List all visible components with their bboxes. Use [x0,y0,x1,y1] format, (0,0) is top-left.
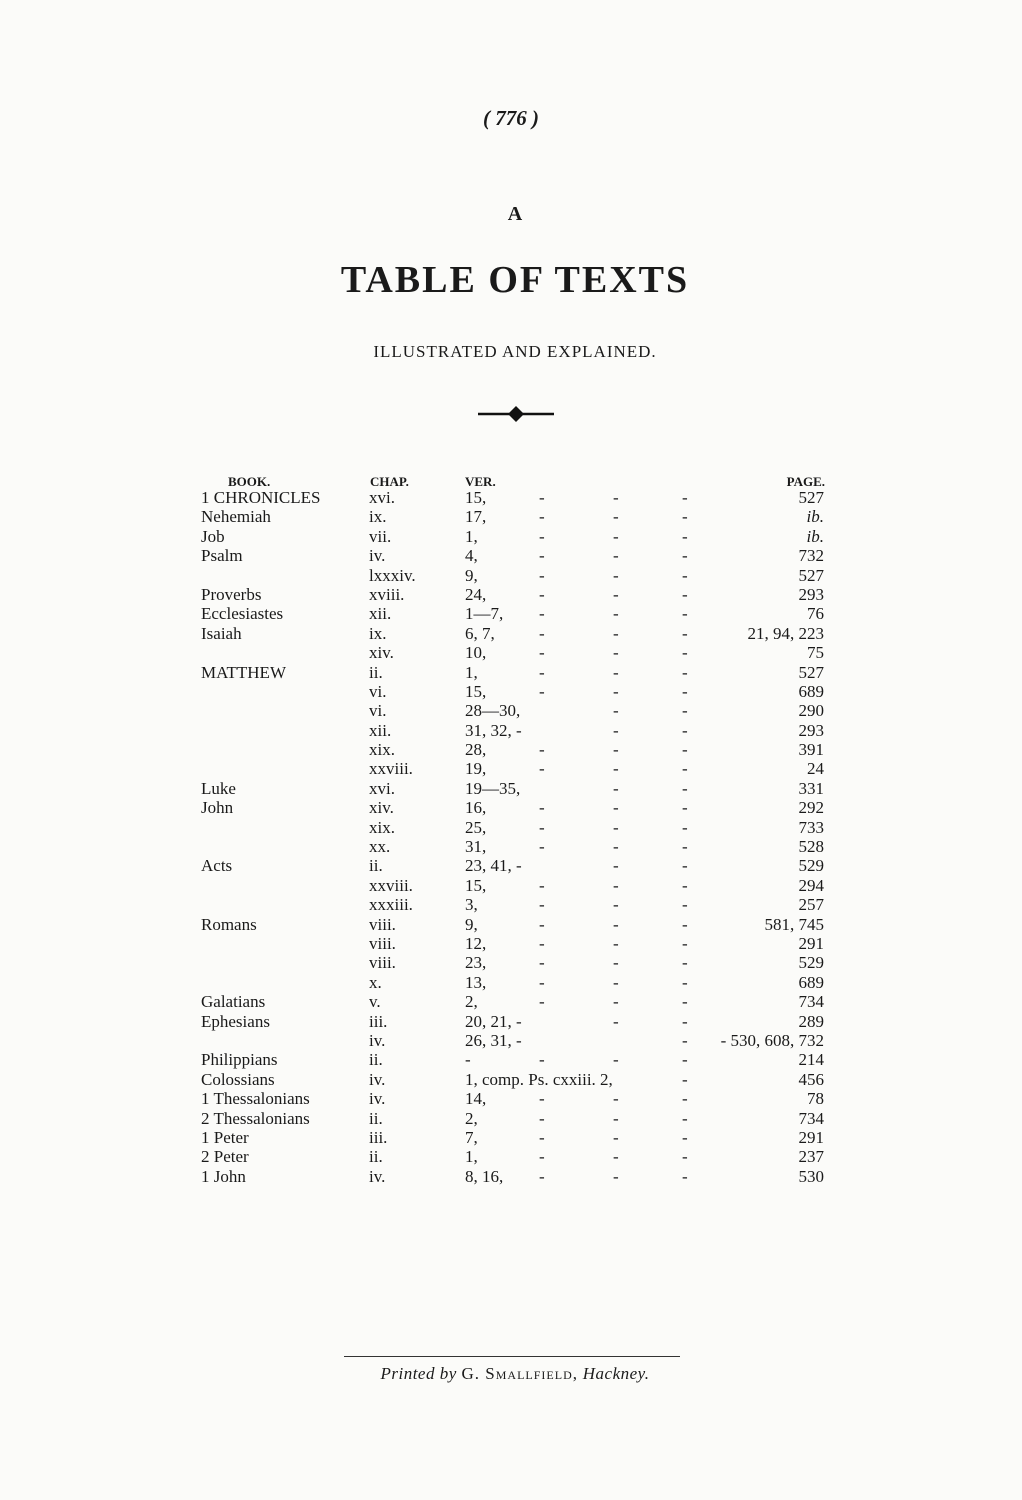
leader-dash: - [682,972,688,992]
leader-dash: - [539,1089,545,1109]
leader-dash: - [613,546,619,566]
page-cell: 291 [798,1127,824,1147]
leader-dash: - [682,565,688,585]
leader-dash: - [682,526,688,546]
verse-cell: 6, 7, [465,623,495,643]
book-cell: Luke [201,778,236,798]
page-cell: 76 [807,604,824,624]
leader-dash: - [682,643,688,663]
chapter-cell: ii. [369,856,383,876]
chapter-cell: ii. [369,1050,383,1070]
table-row [0,895,1022,914]
table-row [0,934,1022,953]
table-row [0,856,1022,875]
chapter-cell: iv. [369,546,386,566]
book-cell: 2 Peter [201,1147,249,1167]
page-cell: 289 [798,1011,824,1031]
leader-dash: - [539,681,545,701]
verse-cell: 28—30, [465,701,521,721]
chapter-cell: iv. [369,1089,386,1109]
verse-cell: 8, 16, [465,1166,504,1186]
footer-printed-by: Printed by [380,1364,457,1383]
book-cell: 1 CHRONICLES [201,488,321,507]
leader-dash: - [682,1147,688,1167]
footer-printer: G. Smallfield, [461,1364,578,1383]
table-row [0,566,1022,585]
leader-dash: - [613,565,619,585]
page-cell: 529 [798,953,824,973]
page-cell: 689 [798,681,824,701]
leader-dash: - [539,507,545,527]
book-cell: Acts [201,856,233,876]
leader-dash: - [613,953,619,973]
book-cell: 2 Thessalonians [201,1108,310,1128]
page-number: ( 776 ) [483,106,539,130]
column-header-page: PAGE. [786,474,825,489]
page-cell: 734 [798,1108,824,1128]
verse-cell: 14, [465,1089,487,1109]
leader-dash: - [682,1108,688,1128]
table-row [0,546,1022,565]
table-row [0,527,1022,546]
page-cell: 527 [798,488,824,507]
leader-dash: - [613,972,619,992]
verse-cell: 3, [465,895,478,915]
verse-cell: 10, [465,643,487,663]
leader-dash: - [539,740,545,760]
leader-dash: - [539,643,545,663]
leader-dash: - [682,1050,688,1070]
leader-dash: - [682,507,688,527]
leader-dash: - [682,720,688,740]
chapter-cell: vi. [369,701,387,721]
table-row [0,721,1022,740]
leader-dash: - [539,565,545,585]
leader-dash: - [539,1127,545,1147]
verse-cell: 15, [465,681,487,701]
verse-cell: 1—7, [465,604,504,624]
leader-dash: - [682,701,688,721]
page-cell: ib. [806,526,824,546]
page-cell: 78 [807,1089,824,1109]
page-cell: 24 [807,759,824,779]
chapter-cell: xvi. [369,488,395,507]
table-row [0,1109,1022,1128]
book-cell: Nehemiah [201,507,271,527]
chapter-cell: xiv. [369,643,394,663]
table-row [0,1128,1022,1147]
book-cell: MATTHEW [201,662,286,682]
chapter-cell: xiv. [369,798,394,818]
chapter-cell: iv. [369,1166,386,1186]
leader-dash: - [613,1108,619,1128]
leader-dash: - [539,798,545,818]
page-cell: 292 [798,798,824,818]
table-row [0,1167,1022,1186]
verse-cell: 2, [465,1108,478,1128]
table-row [0,1012,1022,1031]
verse-cell: 23, [465,953,487,973]
page-cell: 732 [798,546,824,566]
leader-dash: - [682,759,688,779]
verse-cell: 28, [465,740,487,760]
leader-dash: - [613,623,619,643]
leader-dash: - [682,1166,688,1186]
leader-dash: - [539,623,545,643]
table-row [0,992,1022,1011]
leader-dash: - [682,1127,688,1147]
table-row [0,759,1022,778]
page-cell: 527 [798,662,824,682]
table-row [0,585,1022,604]
verse-cell: 13, [465,972,487,992]
page-cell: 734 [798,992,824,1012]
page-cell: 257 [798,895,824,915]
leader-dash: - [682,817,688,837]
leader-dash: - [613,992,619,1012]
verse-cell: 4, [465,546,478,566]
leader-dash: - [613,1011,619,1031]
verse-cell: 12, [465,933,487,953]
page-cell: 237 [798,1147,824,1167]
verse-cell: 15, [465,875,487,895]
book-cell: Galatians [201,992,266,1012]
leader-dash: - [613,875,619,895]
chapter-cell: ii. [369,1147,383,1167]
leader-dash: - [613,1166,619,1186]
leader-dash: - [613,1089,619,1109]
leader-dash: - [539,759,545,779]
leader-dash: - [682,798,688,818]
table-row [0,604,1022,623]
leader-dash: - [682,914,688,934]
book-cell: Ephesians [201,1011,270,1031]
verse-cell: 23, 41, - [465,856,522,876]
leader-dash: - [539,817,545,837]
leader-dash: - [539,526,545,546]
table-row [0,1089,1022,1108]
leader-dash: - [539,604,545,624]
verse-cell: 15, [465,488,487,507]
leader-dash: - [613,643,619,663]
table-row [0,682,1022,701]
table-row [0,876,1022,895]
table-row [0,507,1022,526]
verse-cell: 1, [465,526,478,546]
leader-dash: - [682,953,688,973]
leader-dash: - [682,856,688,876]
chapter-cell: iii. [369,1127,388,1147]
chapter-cell: xxviii. [369,759,413,779]
leader-dash: - [613,701,619,721]
leader-dash: - [539,953,545,973]
leader-dash: - [682,662,688,682]
book-cell: 1 Peter [201,1127,249,1147]
chapter-cell: iv. [369,1069,386,1089]
leader-dash: - [682,1011,688,1031]
leader-dash: - [682,488,688,507]
column-header-verse: VER. [465,474,496,489]
chapter-cell: iii. [369,1011,388,1031]
page-cell: 214 [798,1050,824,1070]
leader-dash: - [682,546,688,566]
verse-cell: 1, [465,662,478,682]
leader-dash: - [539,584,545,604]
leader-dash: - [613,759,619,779]
printer-footer [0,1364,1022,1384]
verse-cell: 19, [465,759,487,779]
book-cell: 1 John [201,1166,246,1186]
leader-dash: - [539,1108,545,1128]
page-cell: 456 [798,1069,824,1089]
page-title: TABLE OF TEXTS [340,259,690,301]
page-cell: 293 [798,584,824,604]
chapter-cell: xviii. [369,584,405,604]
verse-cell: - [465,1050,471,1070]
page-cell: 733 [798,817,824,837]
leader-dash: - [613,1050,619,1070]
table-row [0,837,1022,856]
heading-article: A [507,203,523,225]
leader-dash: - [539,914,545,934]
table-row [0,663,1022,682]
leader-dash: - [682,623,688,643]
leader-dash: - [682,681,688,701]
leader-dash: - [539,1166,545,1186]
leader-dash: - [539,875,545,895]
page-cell: 529 [798,856,824,876]
table-row [0,779,1022,798]
book-cell: 1 Thessalonians [201,1089,310,1109]
chapter-cell: xix. [369,817,395,837]
leader-dash: - [613,720,619,740]
column-header-chapter: CHAP. [370,474,409,489]
verse-cell: 7, [465,1127,478,1147]
chapter-cell: xii. [369,604,392,624]
verse-cell: 9, [465,914,478,934]
leader-dash: - [539,488,545,507]
leader-dash: - [682,992,688,1012]
page-cell: 293 [798,720,824,740]
footer-rule [344,1356,680,1357]
chapter-cell: ix. [369,623,387,643]
leader-dash: - [539,1147,545,1167]
verse-cell: 9, [465,565,478,585]
chapter-cell: xii. [369,720,392,740]
table-row [0,973,1022,992]
page-cell: 530 [798,1166,824,1186]
book-cell: Romans [201,914,257,934]
leader-dash: - [539,546,545,566]
footer-place: Hackney. [582,1364,650,1383]
leader-dash: - [539,933,545,953]
chapter-cell: x. [369,972,382,992]
verse-cell: 26, 31, - [465,1030,522,1050]
page-cell: 528 [798,837,824,857]
table-row [0,740,1022,759]
book-cell: Philippians [201,1050,278,1070]
chapter-cell: ii. [369,662,383,682]
leader-dash: - [613,740,619,760]
chapter-cell: viii. [369,933,396,953]
diamond-rule-ornament-icon [476,404,556,424]
page-cell: 291 [798,933,824,953]
leader-dash: - [613,837,619,857]
verse-cell: 2, [465,992,478,1012]
table-row [0,915,1022,934]
table-row [0,818,1022,837]
book-cell: Psalm [201,546,243,566]
page-cell: 331 [798,778,824,798]
chapter-cell: v. [369,992,381,1012]
chapter-cell: vii. [369,526,392,546]
table-row [0,643,1022,662]
leader-dash: - [539,992,545,1012]
page-cell: 21, 94, 223 [747,623,824,643]
leader-dash: - [682,1069,688,1089]
chapter-cell: iv. [369,1030,386,1050]
leader-dash: - [682,895,688,915]
leader-dash: - [539,895,545,915]
page-cell: 75 [807,643,824,663]
leader-dash: - [613,681,619,701]
table-row [0,701,1022,720]
book-cell: Proverbs [201,584,262,604]
leader-dash: - [613,604,619,624]
leader-dash: - [539,837,545,857]
page-cell: 294 [798,875,824,895]
leader-dash: - [613,507,619,527]
verse-cell: 31, 32, - [465,720,522,740]
table-row [0,1050,1022,1069]
leader-dash: - [613,895,619,915]
leader-dash: - [613,856,619,876]
chapter-cell: vi. [369,681,387,701]
book-cell: Job [201,526,225,546]
leader-dash: - [613,1127,619,1147]
leader-dash: - [613,778,619,798]
book-cell: John [201,798,234,818]
leader-dash: - [613,933,619,953]
leader-dash: - [613,914,619,934]
leader-dash: - [539,662,545,682]
leader-dash: - [613,662,619,682]
leader-dash: - [682,933,688,953]
texts-table [0,488,1022,1186]
page-cell: 290 [798,701,824,721]
chapter-cell: xvi. [369,778,395,798]
book-cell: Colossians [201,1069,275,1089]
table-row [0,1070,1022,1089]
leader-dash: - [682,875,688,895]
verse-cell: 20, 21, - [465,1011,522,1031]
verse-cell: 31, [465,837,487,857]
verse-cell: 19—35, [465,778,521,798]
verse-cell: 1, [465,1147,478,1167]
verse-cell: 25, [465,817,487,837]
verse-cell: 24, [465,584,487,604]
table-row [0,624,1022,643]
page-cell: ib. [806,507,824,527]
page-cell: 689 [798,972,824,992]
leader-dash: - [682,740,688,760]
book-cell: Ecclesiastes [201,604,284,624]
book-cell: Isaiah [201,623,242,643]
leader-dash: - [682,837,688,857]
table-row [0,1031,1022,1050]
chapter-cell: lxxxiv. [369,565,416,585]
chapter-cell: xxviii. [369,875,413,895]
leader-dash: - [682,1089,688,1109]
verse-cell: 16, [465,798,487,818]
leader-dash: - [682,584,688,604]
page-subtitle: ILLUSTRATED AND EXPLAINED. [373,342,657,361]
leader-dash: - [539,1050,545,1070]
chapter-cell: ix. [369,507,387,527]
verse-cell: 17, [465,507,487,527]
leader-dash: - [539,972,545,992]
chapter-cell: viii. [369,953,396,973]
leader-dash: - [613,526,619,546]
table-row [0,953,1022,972]
leader-dash: - [613,817,619,837]
verse-cell: 1, comp. Ps. cxxiii. 2, [465,1069,613,1089]
chapter-cell: xix. [369,740,395,760]
page-cell: 581, 745 [764,914,824,934]
leader-dash: - [613,798,619,818]
page-cell: - 530, 608, 732 [720,1030,824,1050]
table-row [0,488,1022,507]
leader-dash: - [613,1147,619,1167]
leader-dash: - [682,778,688,798]
leader-dash: - [613,584,619,604]
chapter-cell: viii. [369,914,396,934]
page-cell: 527 [798,565,824,585]
chapter-cell: xx. [369,837,391,857]
column-header-book: BOOK. [228,474,271,489]
page-cell: 391 [798,740,824,760]
leader-dash: - [613,488,619,507]
leader-dash: - [682,604,688,624]
chapter-cell: xxxiii. [369,895,413,915]
chapter-cell: ii. [369,1108,383,1128]
leader-dash: - [682,1030,688,1050]
table-row [0,798,1022,817]
table-row [0,1147,1022,1166]
